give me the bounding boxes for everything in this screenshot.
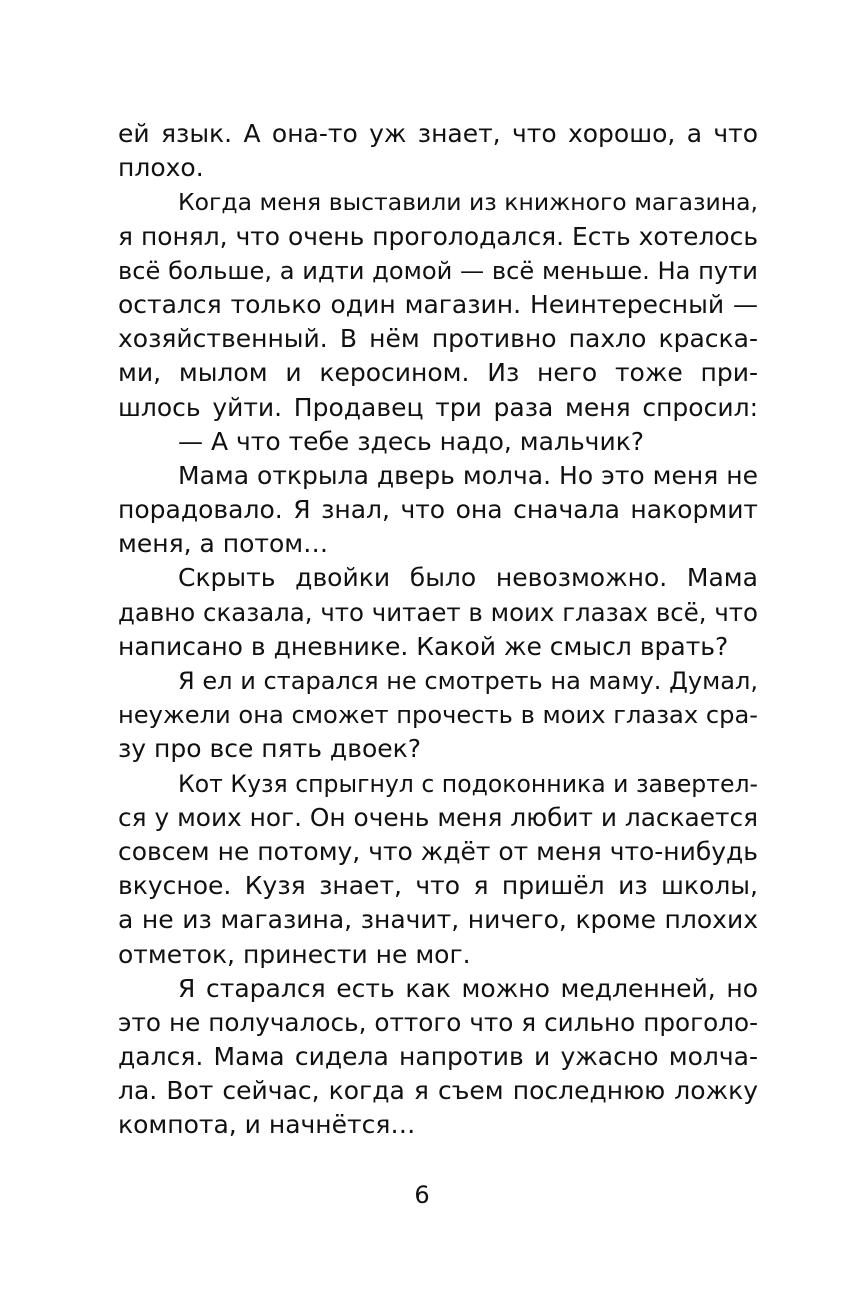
text-line: компота, и начнётся…	[118, 1110, 416, 1140]
text-line: Кот Кузя спрыгнул с подоконника и завертел-	[178, 769, 758, 798]
text-line: ся у моих ног. Он очень меня любит и ласкается	[118, 802, 758, 832]
text-line: ей язык. А она-то уж знает, что хорошо, а что	[118, 119, 758, 148]
page-number: 6	[414, 1181, 430, 1209]
text-line: я понял, что очень проголодался. Есть хотелось	[118, 221, 758, 251]
text-line: это не получалось, оттого что я сильно проголо-	[118, 1007, 758, 1037]
text-line: Я старался есть как можно медленней, но	[178, 973, 758, 1003]
text-line: ми, мылом и керосином. Из него тоже при-	[118, 358, 758, 388]
text-line: написано в дневнике. Какой же смысл врать?	[118, 631, 729, 661]
text-line: а не из магазина, значит, ничего, кроме плохих	[118, 905, 758, 935]
text-line: хозяйственный. В нём противно пахло краска-	[118, 324, 758, 354]
text-line: порадовало. Я знал, что она сначала накормит	[118, 495, 758, 525]
text-line: отметок, принести не мог.	[118, 939, 471, 969]
text-line: плохо.	[118, 153, 204, 183]
body-text	[118, 117, 758, 1143]
text-line: Мама открыла дверь молча. Но это меня не	[178, 460, 758, 490]
text-line: вкусное. Кузя знает, что я пришёл из школы,	[118, 871, 758, 901]
text-line: Скрыть двойки было невозможно. Мама	[178, 563, 758, 593]
text-line: дался. Мама сидела напротив и ужасно молча-	[118, 1042, 758, 1072]
text-line: давно сказала, что читает в моих глазах всё, что	[118, 597, 758, 627]
text-line: всё больше, а идти домой — всё меньше. На пути	[118, 256, 758, 285]
text-line: ла. Вот сейчас, когда я съем последнюю ложку	[118, 1076, 758, 1106]
text-line: шлось уйти. Продавец три раза меня спросил:	[118, 392, 758, 422]
text-line: остался только один магазин. Неинтересный —	[118, 289, 758, 319]
text-line: зу про все пять двоек?	[118, 734, 421, 764]
text-line: неужели она сможет прочесть в моих глазах сра-	[118, 701, 758, 730]
text-line: совсем не потому, что ждёт от меня что-нибудь	[118, 836, 758, 866]
text-line: — А что тебе здесь надо, мальчик?	[178, 426, 645, 456]
text-line: меня, а потом…	[118, 529, 329, 559]
text-line: Когда меня выставили из книжного магазина,	[178, 188, 758, 217]
text-line: Я ел и старался не смотреть на маму. Думал,	[178, 667, 758, 695]
